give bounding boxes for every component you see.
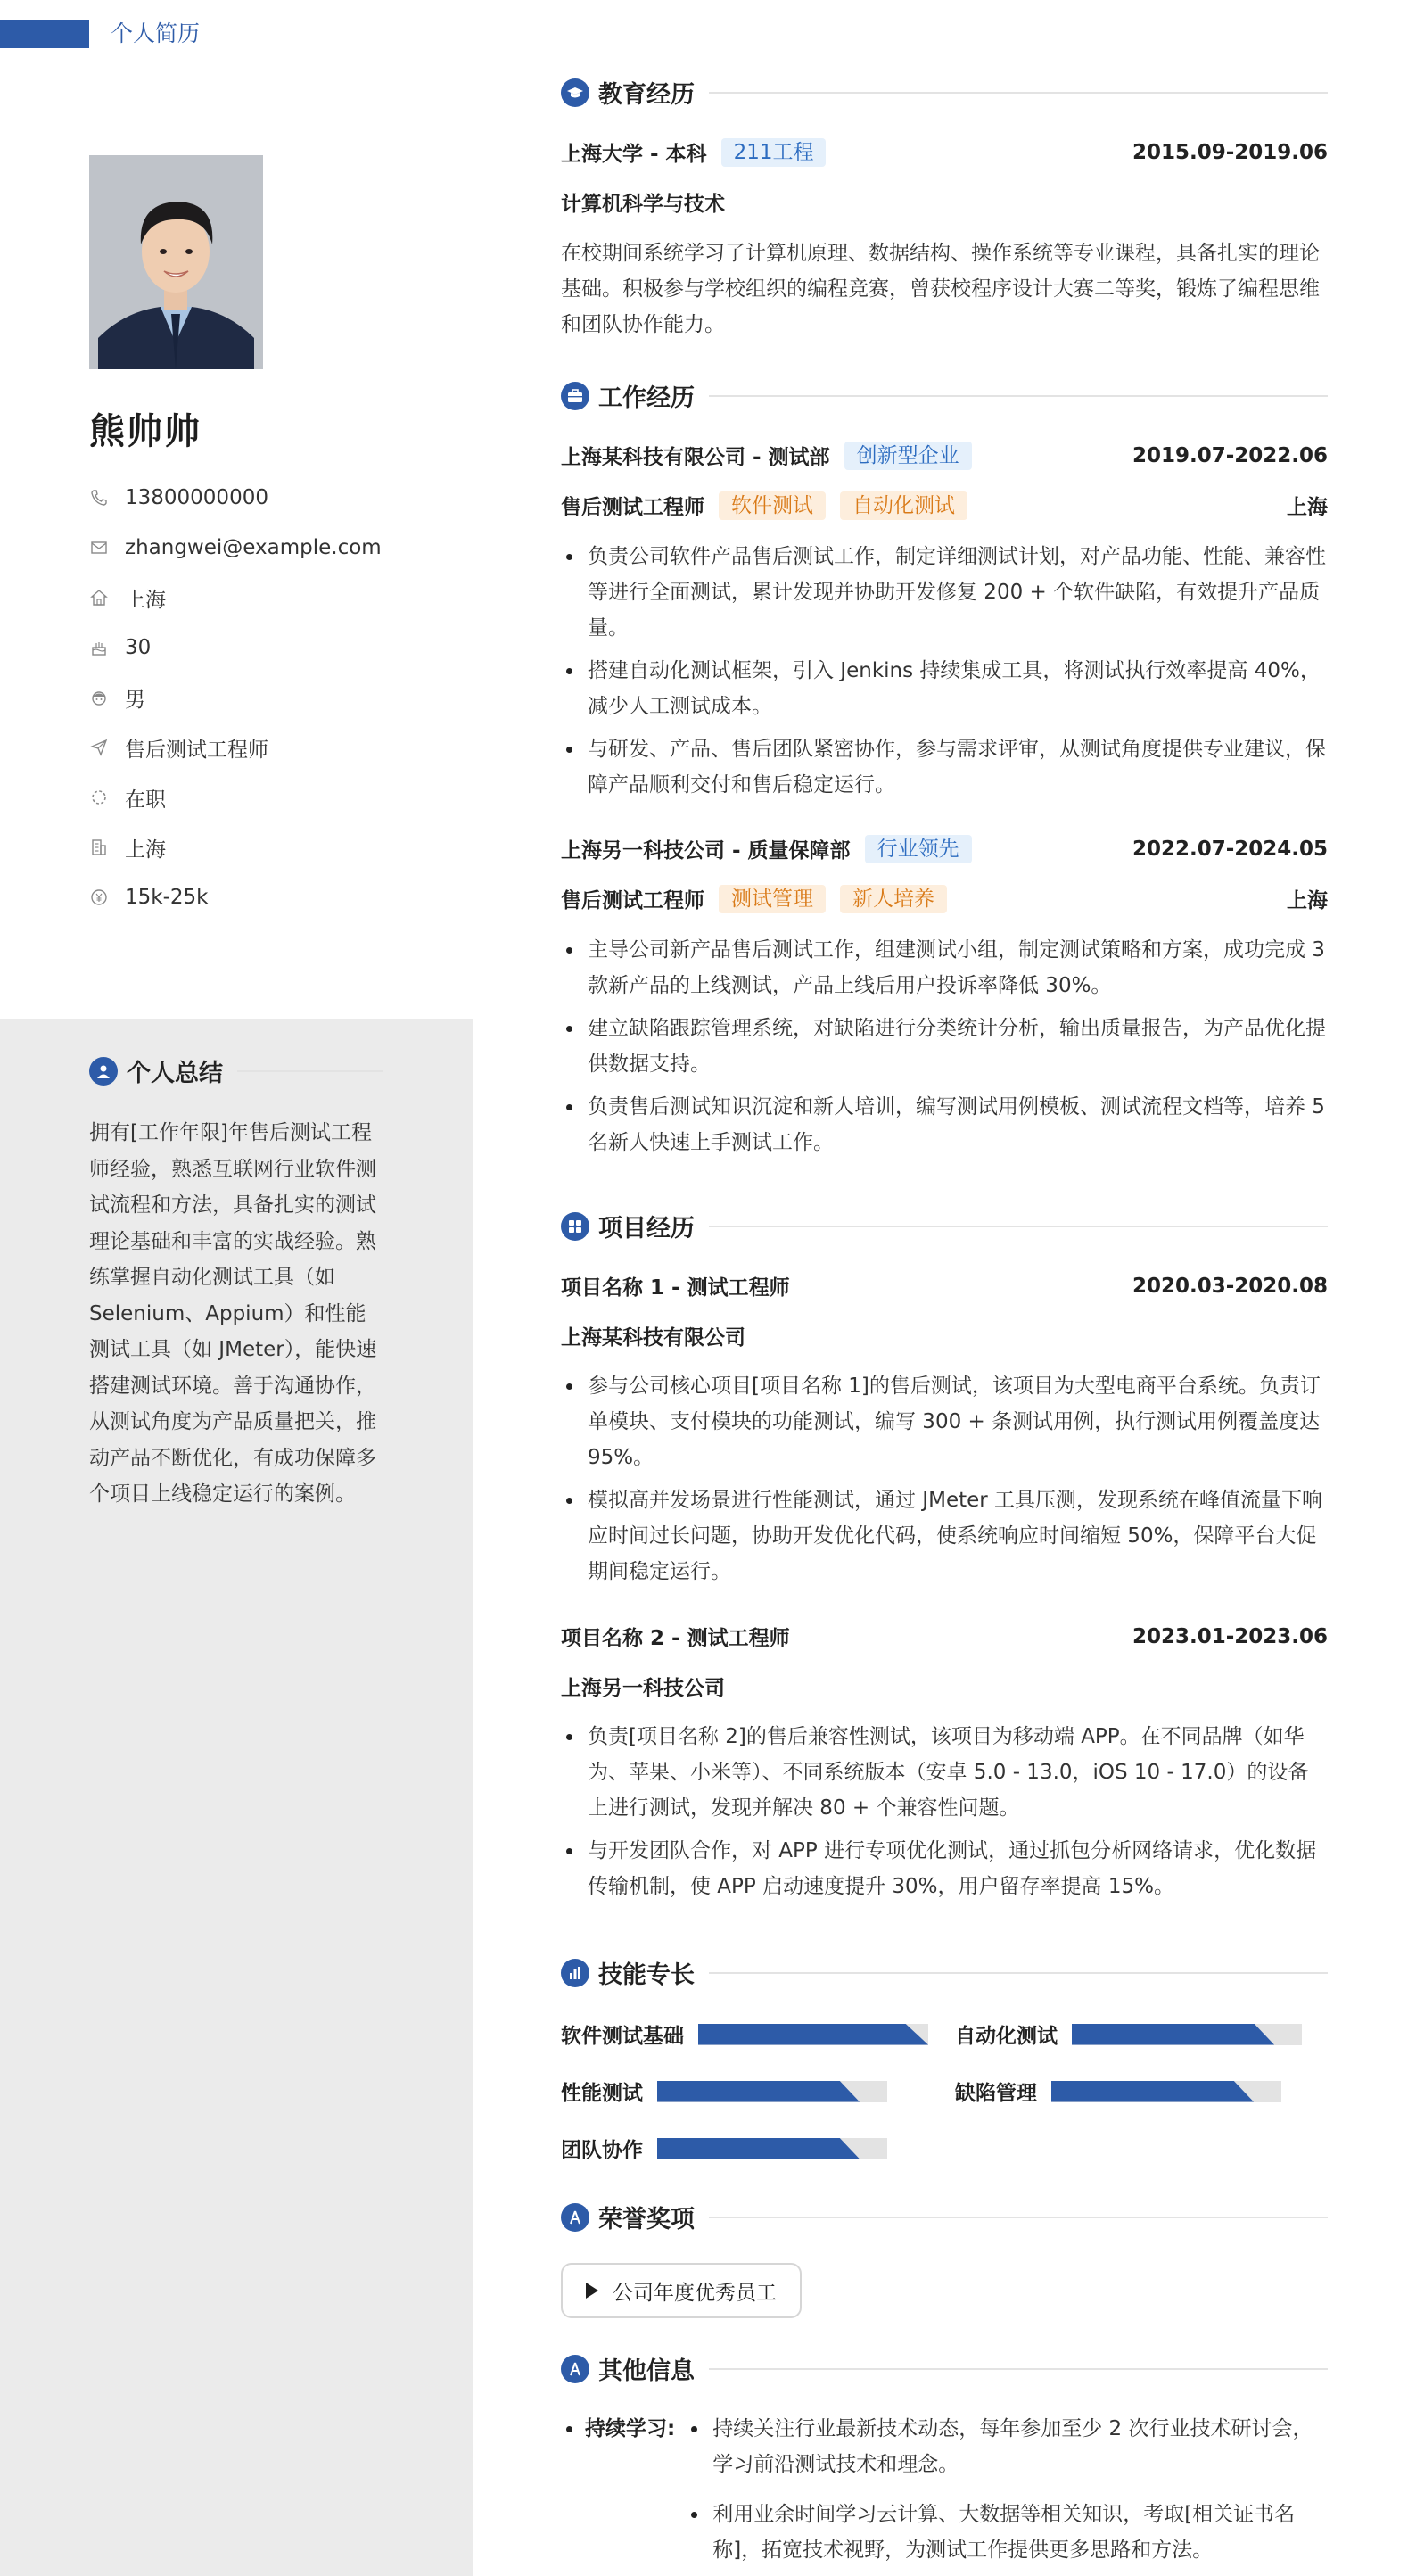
list-item: 搭建自动化测试框架，引入 Jenkins 持续集成工具，将测试执行效率提高 40%，减少人工测试成本。 [561,653,1328,724]
summary-text: 拥有[工作年限]年售后测试工程师经验，熟悉互联网行业软件测试流程和方法，具备扎实的测试理论基础和丰富的实战经验。熟练掌握自动化测试工具（如 Selenium、Appium）和性能测试工具（如 JMeter），能快速搭建测试环境。善于沟通协作，从测试角度为产品质量把关，推动产品不断优化，有成功保障多个项目上线稳定运行的案例。 [89,1121,377,1506]
list-item: 与开发团队合作，对 APP 进行专项优化测试，通过抓包分析网络请求，优化数据传输机制，使 APP 启动速度提升 30%，用户留存率提高 15%。 [561,1833,1328,1904]
skill-name: 缺陷管理 [955,2082,1037,2105]
info-city-text: 上海 [125,838,166,862]
graduation-cap-icon [561,78,589,107]
info-phone [89,473,464,523]
skill-bar [1072,2024,1302,2045]
section-divider [709,395,1328,397]
education-major: 计算机科学与技术 [561,193,725,216]
education-tag: 211工程 [721,138,827,167]
skill-bar-fill [657,2138,860,2159]
job-2-bullets [561,932,1328,1168]
other-list [686,2411,1328,2568]
phone-icon [89,488,109,508]
projects-title: 项目经历 [598,1215,695,1243]
cake-icon [89,638,109,657]
project-1-company: 上海某科技有限公司 [561,1326,745,1350]
gender-icon [89,688,109,707]
skill-name: 团队协作 [561,2139,643,2162]
job-1-city: 上海 [1287,496,1328,519]
medal-icon [561,2203,589,2232]
job-1-company: 上海某科技有限公司 - 测试部 [561,446,830,469]
skill-name: 自动化测试 [955,2025,1058,2048]
job-1-header [561,441,1328,470]
project-1-name: 项目名称 1 - 测试工程师 [561,1276,790,1300]
project-2-header [561,1622,1328,1651]
job-2-role-row [561,884,1328,913]
skill-item [561,2076,887,2106]
job-1-skill-tag: 软件测试 [719,491,826,520]
education-major-row [561,187,1328,217]
avatar-illustration [89,155,263,369]
page-title: 个人简历 [111,21,201,46]
skills-section-header [561,1955,1328,1990]
skill-bar [698,2024,928,2045]
job-2-date: 2022.07-2024.05 [1132,837,1328,861]
skill-bar [657,2081,887,2102]
skill-name: 软件测试基础 [561,2025,684,2048]
info-status [89,772,464,822]
project-2-bullets [561,1719,1328,1911]
project-2-company: 上海另一科技公司 [561,1677,725,1700]
briefcase-icon [561,382,589,410]
job-1-skill-tag: 自动化测试 [840,491,967,520]
skill-item [955,2076,1281,2106]
project-2-company-row [561,1672,1328,1701]
skill-bar [657,2138,887,2159]
info-email [89,523,464,573]
list-item: 建立缺陷跟踪管理系统，对缺陷进行分类统计分析，输出质量报告，为产品优化提供数据支持。 [561,1011,1328,1082]
skill-bar-fill [698,2024,928,2045]
projects-section-header [561,1209,1328,1243]
list-item [686,2497,1328,2568]
job-1-role-row [561,491,1328,520]
other-item-text: 利用业余时间学习云计算、大数据等相关知识，考取[相关证书名称]，拓宽技术视野，为测试工作提供更多思路和方法。 [712,2503,1296,2562]
other-item-text: 持续关注行业最新技术动态，每年参加至少 2 次行业技术研讨会，学习前沿测试技术和理念。 [712,2417,1313,2476]
list-item: 模拟高并发场景进行性能测试，通过 JMeter 工具压测，发现系统在峰值流量下响应时间过长问题，协助开发优化代码，使系统响应时间缩短 50%，保障平台大促期间稳定运行。 [561,1482,1328,1589]
section-divider [709,92,1328,94]
other-label: 持续学习: [585,2417,676,2440]
work-title: 工作经历 [598,384,695,412]
list-item: 负责公司软件产品售后测试工作，制定详细测试计划，对产品功能、性能、兼容性等进行全面测试，累计发现并协助开发修复 200 + 个软件缺陷，有效提升产品质量。 [561,539,1328,646]
info-email-text: zhangwei@example.com [125,536,382,559]
other-title: 其他信息 [598,2357,695,2385]
bullet-dot [566,2426,572,2432]
section-divider [709,1226,1328,1227]
bar-chart-icon [561,1959,589,1987]
skill-item [561,2134,887,2163]
info-age-text: 30 [125,636,152,659]
skill-bar-fill [1051,2081,1254,2102]
work-section-header [561,378,1328,413]
info-age [89,623,464,673]
list-item: 与研发、产品、售后团队紧密协作，参与需求评审，从测试角度提供专业建议，保障产品顺利交付和售后稳定运行。 [561,731,1328,803]
project-1-date: 2020.03-2020.08 [1132,1274,1328,1298]
list-item: 主导公司新产品售后测试工作，组建测试小组，制定测试策略和方案，成功完成 3 款新产品的上线测试，产品上线后用户投诉率降低 30%。 [561,932,1328,1003]
info-location [89,573,464,623]
job-2-company: 上海另一科技公司 - 质量保障部 [561,839,851,863]
education-school: 上海大学 - 本科 [561,143,707,166]
project-1-bullets [561,1368,1328,1597]
list-item: 负责售后测试知识沉淀和新人培训，编写测试用例模板、测试流程文档等，培养 5 名新人快速上手测试工作。 [561,1089,1328,1160]
job-1-bullets [561,539,1328,810]
info-salary [89,872,464,922]
awards-section-header [561,2200,1328,2234]
skill-item [561,2019,928,2049]
skill-item [955,2019,1302,2049]
award-text: 公司年度优秀员工 [613,2281,777,2305]
job-1-company-tag: 创新型企业 [844,442,972,470]
job-1-date: 2019.07-2022.06 [1132,443,1328,467]
status-icon [89,788,109,807]
skill-bar [1051,2081,1281,2102]
skill-bar-fill [657,2081,860,2102]
list-item: 参与公司核心项目[项目名称 1]的售后测试，该项目为大型电商平台系统。负责订单模块、支付模块的功能测试，编写 300 + 条测试用例，执行测试用例覆盖度达 95%。 [561,1368,1328,1475]
job-1-role: 售后测试工程师 [561,496,704,519]
project-1-company-row [561,1321,1328,1350]
contact-info-list [89,473,464,922]
info-status-text: 在职 [125,788,166,812]
skill-bar-fill [1072,2024,1274,2045]
info-location-text: 上海 [125,588,166,612]
skills-title: 技能专长 [598,1961,695,1989]
summary-section-header [89,1053,383,1088]
info-position [89,722,464,772]
building-icon [89,838,109,857]
education-description: 在校期间系统学习了计算机原理、数据结构、操作系统等专业课程，具备扎实的理论基础。积极参与学校组织的编程竞赛，曾获校程序设计大赛二等奖，锻炼了编程思维和团队协作能力。 [561,242,1320,336]
job-2-role: 售后测试工程师 [561,889,704,912]
info-city [89,822,464,872]
section-divider [709,2368,1328,2370]
mail-icon [89,538,109,557]
profile-photo [89,155,263,369]
salary-icon [89,888,109,907]
section-divider [709,1972,1328,1974]
play-icon [586,2283,598,2299]
header-accent-bar [0,20,89,48]
info-salary-text: 15k-25k [125,886,209,909]
other-section-header [561,2351,1328,2386]
education-section-header [561,75,1328,110]
list-item: 负责[项目名称 2]的售后兼容性测试，该项目为移动端 APP。在不同品牌（如华为、苹果、小米等）、不同系统版本（安卓 5.0 - 13.0，iOS 10 - 17.0）的设备上进行测试，发现并解决 80 + 个兼容性问题。 [561,1719,1328,1826]
info-phone-text: 13800000000 [125,486,268,509]
education-school-row [561,137,1328,167]
skill-name: 性能测试 [561,2082,643,2105]
other-info-block [561,2411,1328,2568]
education-date: 2015.09-2019.06 [1132,140,1328,164]
section-divider [709,2217,1328,2218]
education-title: 教育经历 [598,81,695,109]
job-2-city: 上海 [1287,889,1328,912]
grid-icon [561,1212,589,1241]
profile-name: 熊帅帅 [89,411,202,452]
job-2-skill-tag: 新人培养 [840,885,947,913]
info-gender [89,673,464,722]
info-badge-icon [561,2355,589,2383]
info-position-text: 售后测试工程师 [125,738,268,762]
section-divider [237,1070,383,1072]
awards-title: 荣誉奖项 [598,2206,695,2233]
user-icon [89,1057,118,1086]
job-2-header [561,834,1328,863]
project-2-date: 2023.01-2023.06 [1132,1624,1328,1648]
send-icon [89,738,109,757]
summary-title: 个人总结 [127,1060,223,1087]
info-gender-text: 男 [125,688,145,712]
home-icon [89,588,109,607]
project-1-header [561,1271,1328,1300]
job-2-company-tag: 行业领先 [865,835,972,863]
job-2-skill-tag: 测试管理 [719,885,826,913]
list-item [686,2411,1328,2482]
award-item [561,2263,802,2318]
project-2-name: 项目名称 2 - 测试工程师 [561,1627,790,1650]
